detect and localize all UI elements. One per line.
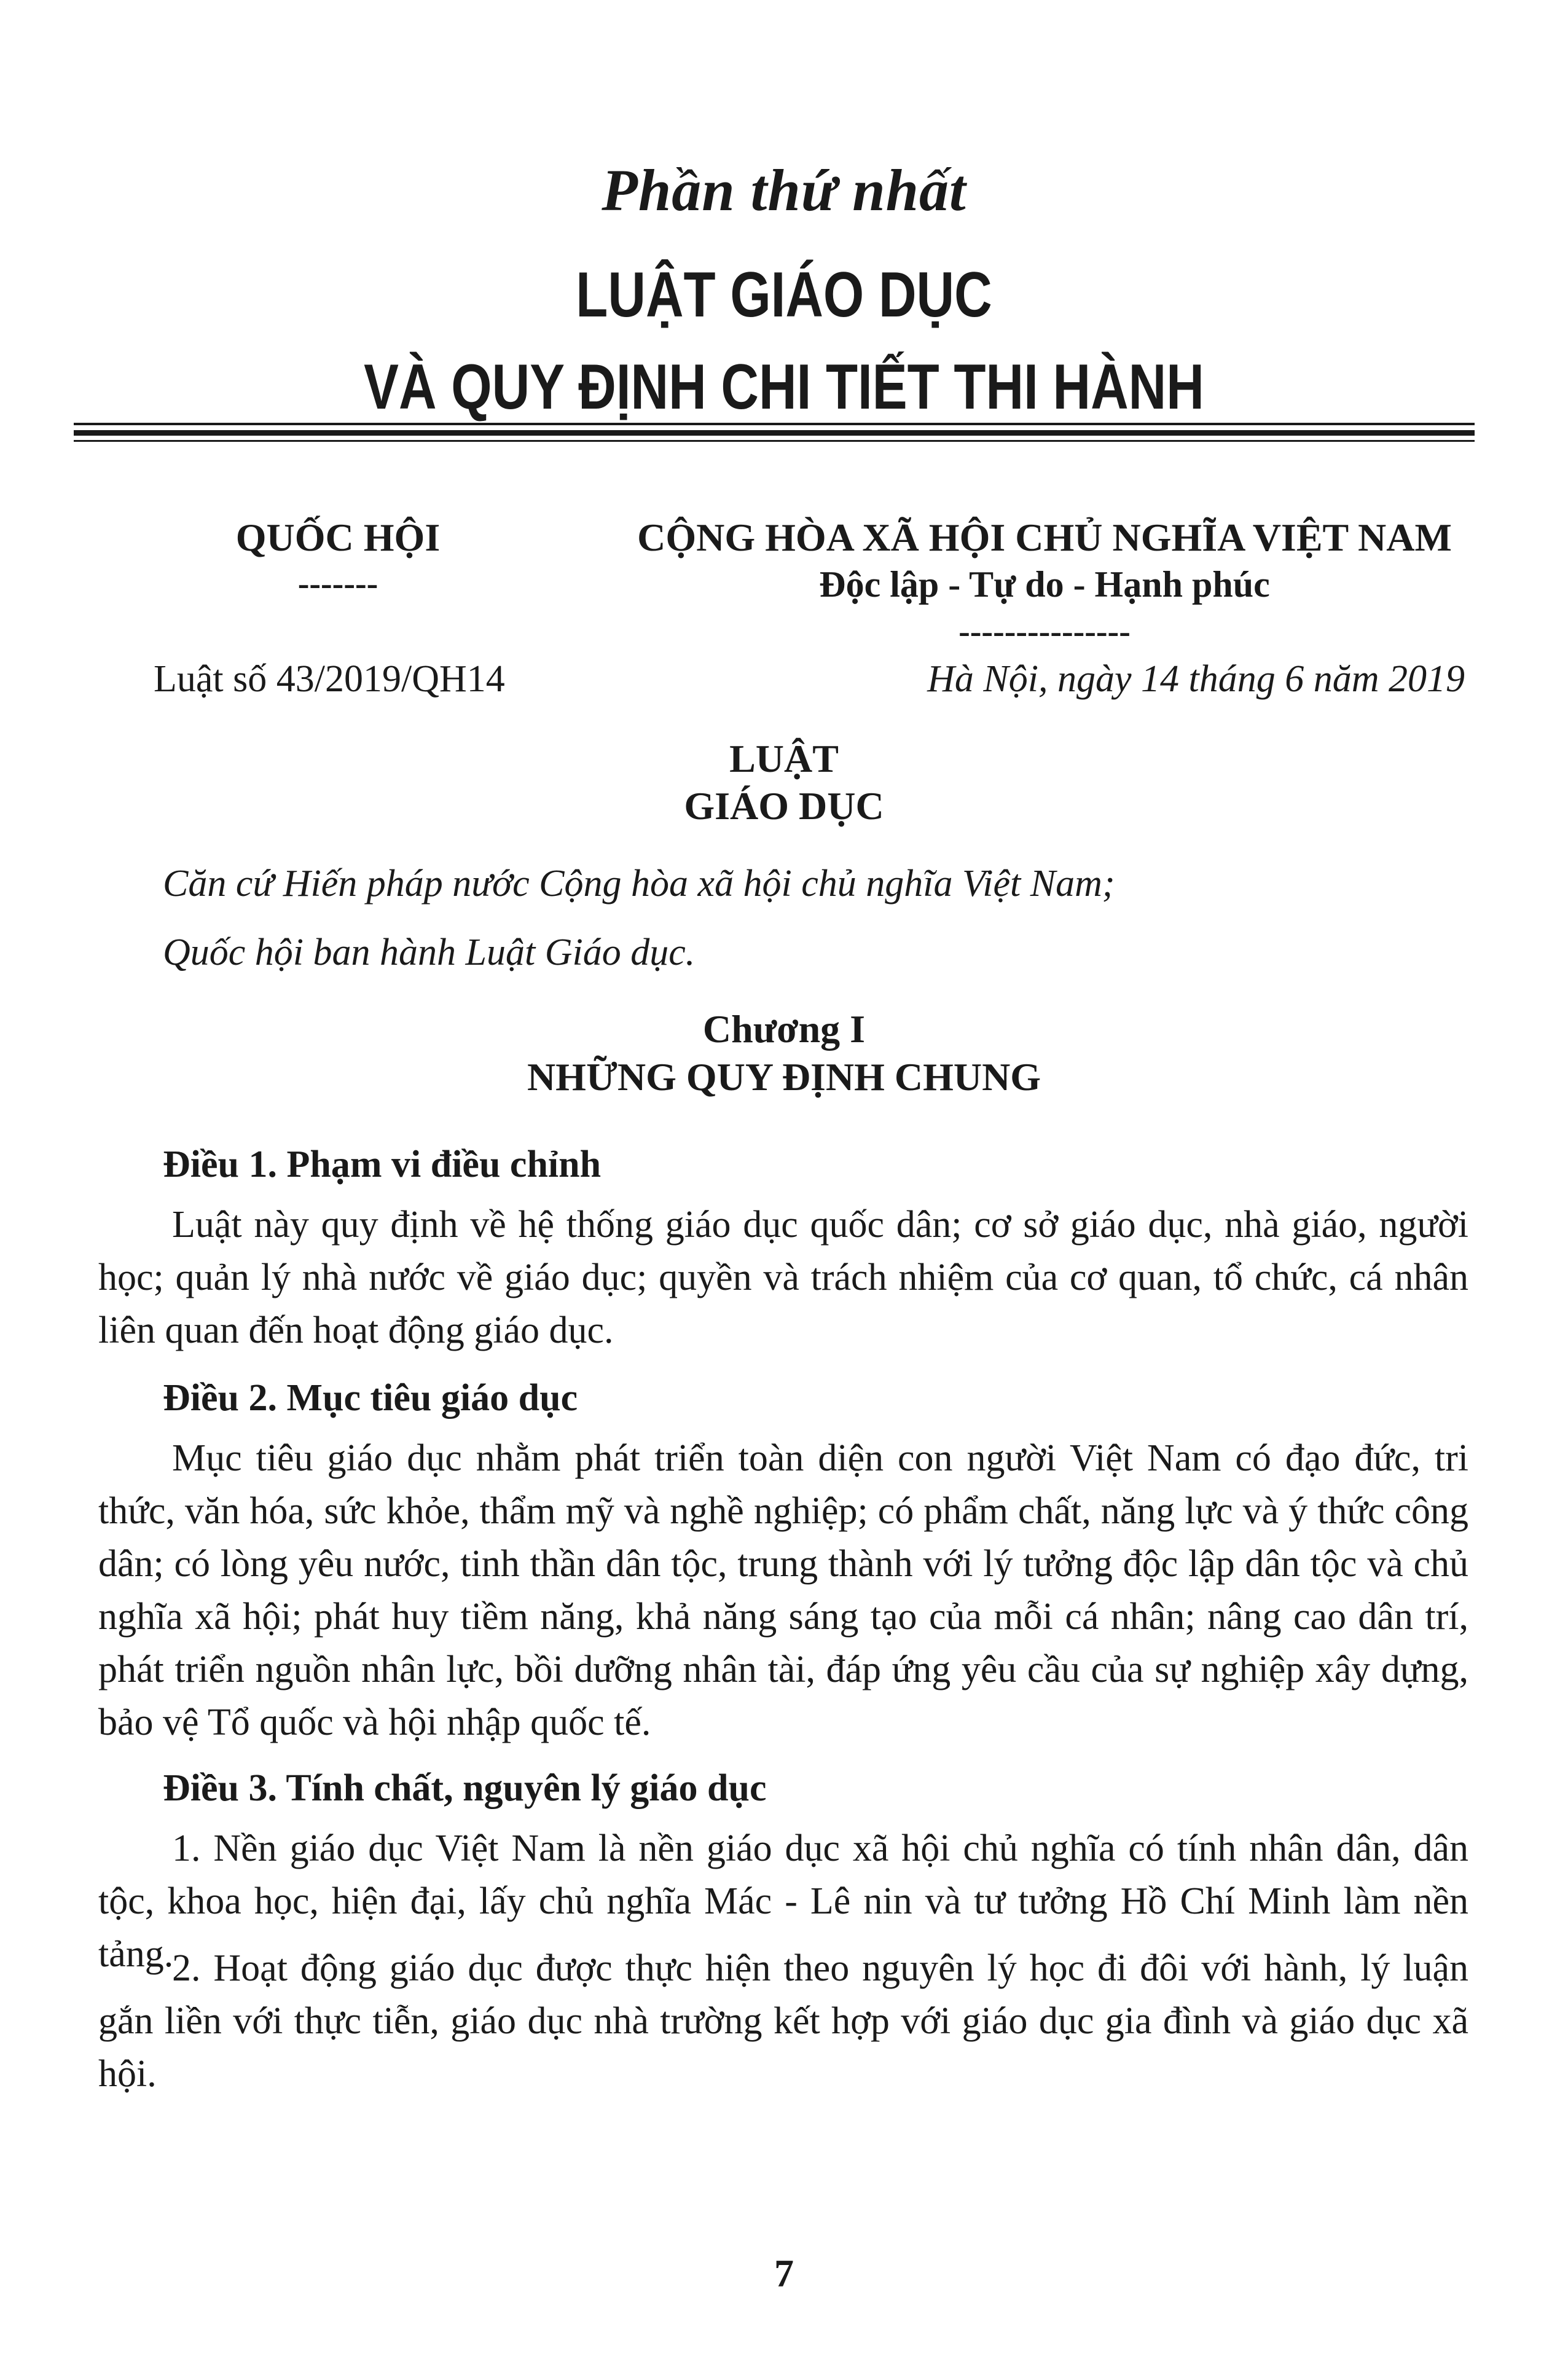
enactment-statement: Quốc hội ban hành Luật Giáo dục. — [163, 932, 696, 973]
title-rule-bottom — [74, 440, 1475, 442]
issuer-dashes: ------- — [297, 565, 378, 603]
law-number: Luật số 43/2019/QH14 — [154, 658, 505, 700]
article-1-heading: Điều 1. Phạm vi điều chỉnh — [163, 1144, 602, 1185]
title-rule-top — [74, 423, 1475, 425]
chapter-title: NHỮNG QUY ĐỊNH CHUNG — [527, 1055, 1041, 1099]
law-type: LUẬT — [729, 737, 839, 780]
legal-basis: Căn cứ Hiến pháp nước Cộng hòa xã hội chủ nghĩa Việt Nam; — [163, 863, 1115, 905]
article-1-paragraph: Luật này quy định về hệ thống giáo dục quốc dân; cơ sở giáo dục, nhà giáo, người học; quản lý nhà nước về giáo dục; quyền và trách nhiệm của cơ quan, tổ chức, cá nhân liên quan đến hoạt động giáo dục. — [98, 1204, 1468, 1351]
part-title-line-1: LUẬT GIÁO DỤC — [576, 259, 992, 331]
motto-dashes: --------------- — [958, 613, 1131, 651]
part-title-line-2: VÀ QUY ĐỊNH CHI TIẾT THI HÀNH — [364, 351, 1204, 423]
part-heading: Phần thứ nhất — [602, 157, 966, 223]
title-rule-thick — [74, 430, 1475, 436]
article-2-heading: Điều 2. Mục tiêu giáo dục — [163, 1377, 578, 1419]
place-date: Hà Nội, ngày 14 tháng 6 năm 2019 — [927, 658, 1465, 700]
article-3-paragraph-1: 1. Nền giáo dục Việt Nam là nền giáo dục xã hội chủ nghĩa có tính nhân dân, dân tộc, khoa học, hiện đại, lấy chủ nghĩa Mác - Lê nin và tư tưởng Hồ Chí Minh làm nền tảng. — [98, 1827, 1468, 1975]
chapter-number: Chương I — [702, 1007, 866, 1051]
country-name: CỘNG HÒA XÃ HỘI CHỦ NGHĨA VIỆT NAM — [637, 516, 1452, 559]
article-3-paragraph-2: 2. Hoạt động giáo dục được thực hiện theo nguyên lý học đi đôi với hành, lý luận gắn liền với thực tiễn, giáo dục nhà trường kết hợp với giáo dục gia đình và giáo dục xã hội. — [98, 1947, 1468, 2095]
law-name: GIÁO DỤC — [684, 784, 884, 828]
article-2-paragraph: Mục tiêu giáo dục nhằm phát triển toàn diện con người Việt Nam có đạo đức, tri thức, văn hóa, sức khỏe, thẩm mỹ và nghề nghiệp; có phẩm chất, năng lực và ý thức công dân; có lòng yêu nước, tinh thần dân tộc, trung thành với lý tưởng độc lập dân tộc và chủ nghĩa xã hội; phát huy tiềm năng, khả năng sáng tạo của mỗi cá nhân; nâng cao dân trí, phát triển nguồn nhân lực, bồi dưỡng nhân tài, đáp ứng yêu cầu của sự nghiệp xây dựng, bảo vệ Tổ quốc và hội nhập quốc tế. — [98, 1437, 1468, 1743]
issuer-name: QUỐC HỘI — [235, 516, 441, 559]
article-3-heading: Điều 3. Tính chất, nguyên lý giáo dục — [163, 1767, 767, 1809]
country-motto: Độc lập - Tự do - Hạnh phúc — [819, 564, 1270, 605]
page-number: 7 — [774, 2251, 794, 2295]
